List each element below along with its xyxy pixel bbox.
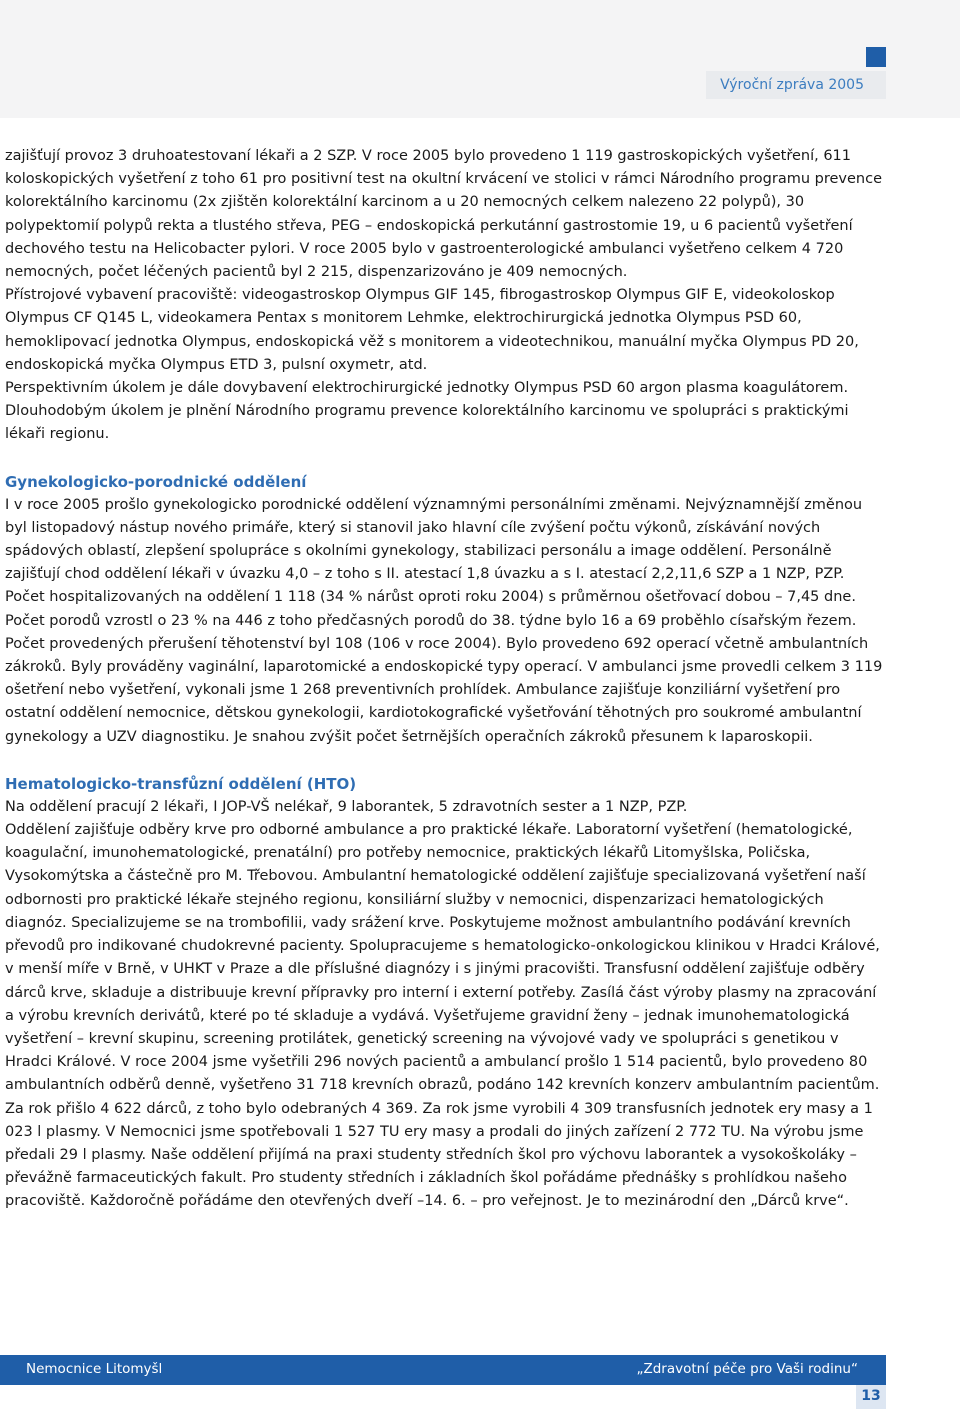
header-band	[0, 0, 960, 118]
paragraph: I v roce 2005 prošlo gynekologicko porodnické oddělení významnými personálními změnami. Nejvýznamnější změnou byl listopadový nástup nového primáře, který si stanovil jako hlavní cíle zvýšení počtu výkonů, získávání nových spádových oblastí, zlepšení spolupráce s okolními gynekology, stabilizaci personálu a image oddělení. Personálně zajišťují chod oddělení lékaři v úvazku 4,0 – z toho s II. atestací 1,8 úvazku a s I. atestací 2,2,11,6 SZP a 1 NZP, PZP. Počet hospitalizovaných na oddělení 1 118 (34 % nárůst oproti roku 2004) s průměrnou ošetřovací dobou – 7,45 dne. Počet porodů vzrostl o 23 % na 446 z toho předčasných porodů do 38. týdne bylo 16 a 69 proběhlo císařským řezem. Počet provedených přerušení těhotenství byl 108 (106 v roce 2004). Bylo provedeno 692 operací včetně ambulantních zákroků. Byly prováděny vaginální, laparotomické a endoskopické typy operací. V ambulanci jsme provedli celkem 3 119 ošetření nebo vyšetření, vykonali jsme 1 268 preventivních prohlídek. Ambulance zajišťuje konziliární vyšetření pro ostatní oddělení nemocnice, dětskou gynekologii, kardiotokografické vyšetřování těhotných pro soukromé ambulantní gynekology a UZV diagnostiku. Je snahou zvýšit počet šetrnějších operačních zákroků přesunem k laparoskopii.	[5, 496, 883, 745]
footer-hospital-name: Nemocnice Litomyšl	[26, 1361, 163, 1377]
paragraph: Perspektivním úkolem je dále dovybavení elektrochirurgické jednotky Olympus PSD 60 argon plasma koagulátorem. Dlouhodobým úkolem je plnění Národního programu prevence kolorektálního karcinomu ve spolupráci s praktickými lékaři regionu.	[5, 380, 849, 443]
header-accent-square	[866, 47, 886, 67]
page-number: 13	[861, 1388, 881, 1404]
footer-slogan: „Zdravotní péče pro Vaši rodinu“	[636, 1361, 858, 1377]
paragraph: Přístrojové vybavení pracoviště: videogastroskop Olympus GIF 145, fibrogastroskop Olympus GIF E, videokoloskop Olympus CF Q145 L, videokamera Pentax s monitorem Lehmke, elektrochirurgická jednotka Olympus PSD 60, hemoklipovací jednotka Olympus, endoskopická věž s monitorem a videotechnikou, manuální myčka Olympus PD 20, endoskopická myčka Olympus ETD 3, pulsní oxymetr, atd.	[5, 287, 859, 373]
report-title: Výroční zpráva 2005	[720, 77, 864, 93]
main-content	[5, 145, 887, 1214]
paragraph: Na oddělení pracují 2 lékaři, I JOP-VŠ nelékař, 9 laborantek, 5 zdravotních sester a 1 NZP, PZP.	[5, 798, 688, 815]
section-spacer	[5, 447, 887, 471]
section-heading-hematology: Hematologicko-transfůzní oddělení (HTO)	[5, 774, 357, 793]
paragraph: zajišťují provoz 3 druhoatestovaní lékaři a 2 SZP. V roce 2005 bylo provedeno 1 119 gastroskopických vyšetření, 611 koloskopických vyšetření z toho 61 pro positivní test na okultní krvácení ve stolici v rámci Národního programu prevence kolorektálního karcinomu (2x zjištěn kolorektální karcinom a u 20 nemocných celkem nalezeno 22 polypů), 30 polypektomií polypů rekta a tlustého střeva, PEG – endoskopická perkutánní gastrostomie 19, u 6 pacientů vyšetření dechového testu na Helicobacter pylori. V roce 2005 bylo v gastroenterologické ambulanci vyšetřeno celkem 4 720 nemocných, počet léčených pacientů byl 2 215, dispenzarizováno je 409 nemocných.	[5, 148, 883, 281]
section-heading-gynecology: Gynekologicko-porodnické oddělení	[5, 472, 307, 491]
paragraph: Oddělení zajišťuje odběry krve pro odborné ambulance a pro praktické lékaře. Laboratorní vyšetření (hematologické, koagulační, imunohematologické, prenatální) pro potřeby nemocnice, praktických lékařů Litomyšlska, Poličska, Vysokomýtska a částečně pro M. Třebovou. Ambulantní hematologické oddělení zajišťuje specializovaná vyšetření naší odbornosti pro praktické lékaře stejného regionu, konsiliární služby v nemocnici, dispenzarizaci hematologických diagnóz. Specializujeme se na trombofilii, vady srážení krve. Poskytujeme možnost ambulantního podávání krevních převodů pro indikované chudokrevné pacienty. Spolupracujeme s hematologicko-onkologickou klinikou v Hradci Králové, v menší míře v Brně, v UHKT v Praze a dle příslušné diagnózy i s jinými pracovišti. Transfusní oddělení zajišťuje odběry dárců krve, skladuje a distribuuje krevní přípravky pro interní i externí potřeby. Zasílá část výroby plasmy na zpracování a výrobu krevních derivátů, které po té skladuje a vydává. Vyšetřujeme gravidní ženy – jednak imunohematologická vyšetření – krevní skupinu, screening protilátek, genetický screening na vývojové vady ve spolupráci s genetikou v Hradci Králové. V roce 2004 jsme vyšetřili 296 nových pacientů a ambulancí prošlo 1 514 pacientů, bylo provedeno 80 ambulantních odběrů denně, vyšetřeno 31 718 krevních obrazů, podáno 142 krevních konzerv ambulantním pacientům. Za rok přišlo 4 622 dárců, z toho bylo odebraných 4 369. Za rok jsme vyrobili 4 309 transfusních jednotek ery masy a 1 023 l plasmy. V Nemocnici jsme spotřebovali 1 527 TU ery masy a prodali do jiných zařízení 2 772 TU. Na výrobu jsme předali 29 l plasmy. Naše oddělení přijímá na praxi studenty středních škol pro výchovu laborantek a vysokoškoláky – převážně farmaceutických fakult. Pro studenty středních i základních škol pořádáme přednášky s prohlídkou našeho pracoviště. Každoročně pořádáme den otevřených dveří –14. 6. – pro veřejnost. Je to mezinárodní den „Dárců krve“.	[5, 822, 880, 1210]
section-spacer	[5, 749, 887, 773]
